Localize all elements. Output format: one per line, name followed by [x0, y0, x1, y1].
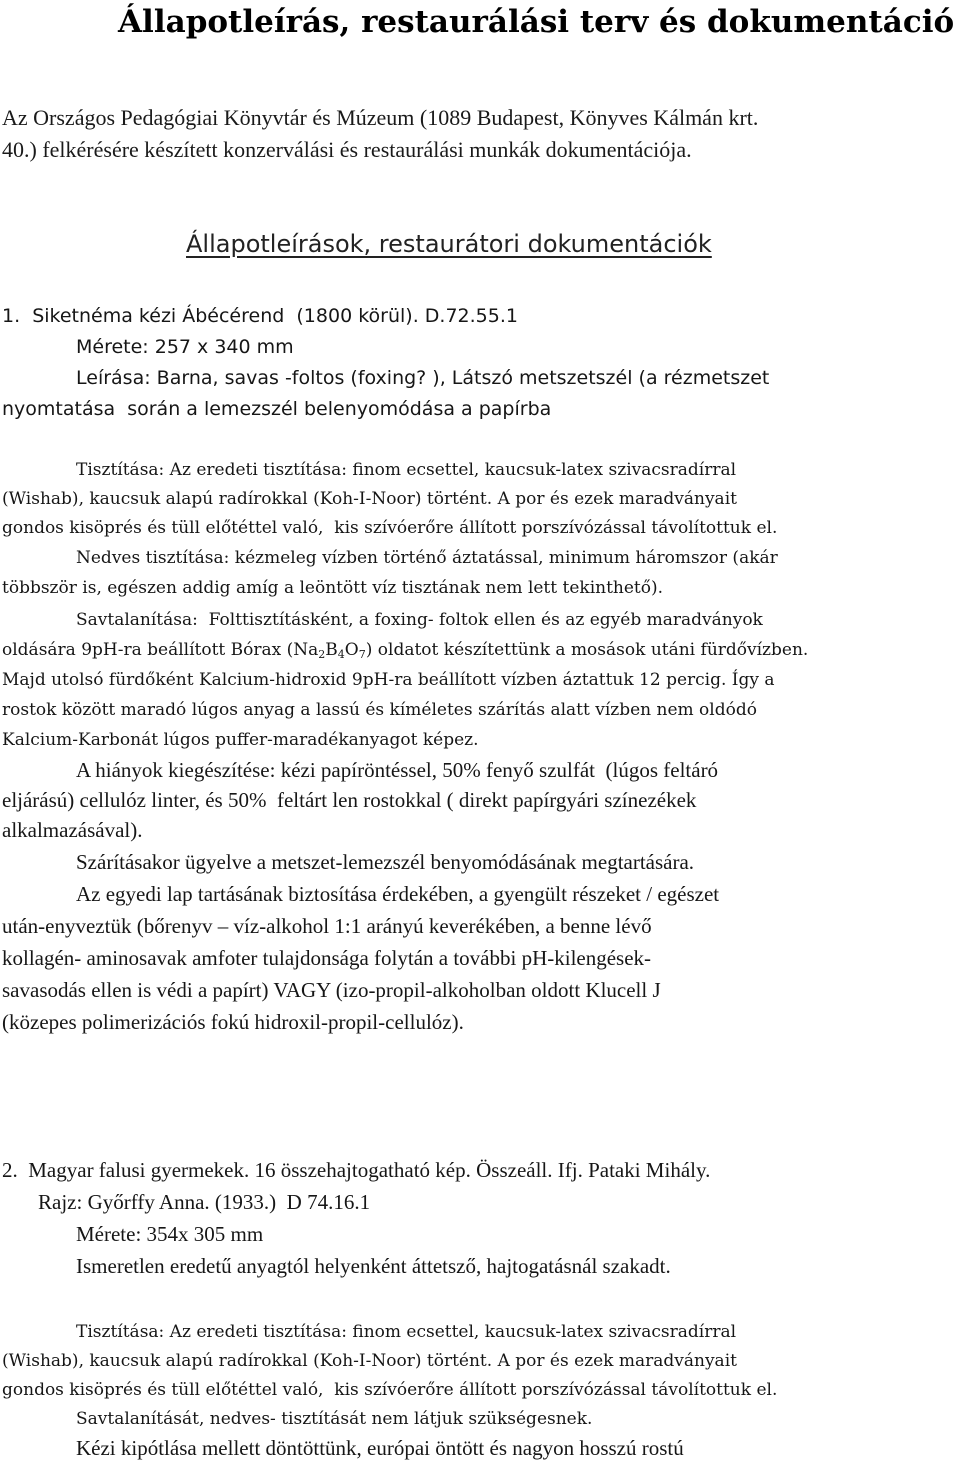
item1-sizing-line-1: Az egyedi lap tartásának biztosítása érdekében, a gyengült részeket / egészet [76, 882, 720, 906]
item2-cleaning-line-5: Kézi kipótlása mellett döntöttünk, európai öntött és nagyon hosszú rostú [76, 1436, 684, 1460]
item1-deacid-line-2 [2, 636, 808, 664]
item1-heading: 1. Siketnéma kézi Ábécérend (1800 körül). D.72.55.1 [2, 305, 518, 327]
item1-repair-line-2: eljárású) cellulóz linter, és 50% feltárt len rostokkal ( direkt papírgyári színezékek [2, 788, 697, 812]
item2-heading-line-1: 2. Magyar falusi gyermekek. 16 összehajtogatható kép. Összeáll. Ifj. Pataki Mihály. [2, 1158, 711, 1182]
item1-deacid-line-1: Savtalanítása: Folttisztításként, a foxing- foltok ellen és az egyéb maradványok [76, 610, 763, 630]
item1-deacid-line-5: Kalcium-Karbonát lúgos puffer-maradékanyagot képez. [2, 730, 479, 750]
intro-line-1: Az Országos Pedagógiai Könyvtár és Múzeum (1089 Budapest, Könyves Kálmán krt. [2, 105, 759, 130]
item1-size: Mérete: 257 x 340 mm [76, 336, 294, 358]
deacid-text-b: B [325, 640, 338, 660]
item1-repair-line-1: A hiányok kiegészítése: kézi papíröntéssel, 50% fenyő szulfát (lúgos feltáró [76, 758, 719, 782]
item1-sizing-line-3: kollagén- aminosavak amfoter tulajdonsága folytán a további pH-kilengések- [2, 946, 652, 970]
subscript-4: 4 [337, 648, 345, 661]
document-title: Állapotleírás, restaurálási terv és dokumentáció [118, 4, 955, 40]
intro-line-2: 40.) felkérésére készített konzerválási és restaurálási munkák dokumentációja. [2, 137, 692, 162]
deacid-text-post: ) oldatot készítettünk a mosások utáni fürdővízben. [365, 640, 809, 660]
item2-cleaning-line-1: Tisztítása: Az eredeti tisztítása: finom ecsettel, kaucsuk-latex szivacsradírral [76, 1322, 737, 1342]
item1-sizing-line-2: után-enyveztük (bőrenyv – víz-alkohol 1:1 arányú keverékében, a benne lévő [2, 914, 652, 938]
item1-deacid-line-3: Majd utolsó fürdőként Kalcium-hidroxid 9pH-ra beállított vízben áztattuk 12 percig. Így a [2, 670, 775, 690]
item1-description-line-1: Leírása: Barna, savas -foltos (foxing? ), Látszó metszetszél (a rézmetszet [76, 367, 770, 389]
item2-cleaning-line-4: Savtalanítását, nedves- tisztítását nem látjuk szükségesnek. [76, 1409, 593, 1429]
item1-description-line-2: nyomtatása során a lemezszél belenyomódása a papírba [2, 398, 552, 420]
item1-drying-line: Szárításakor ügyelve a metszet-lemezszél benyomódásának megtartására. [76, 850, 695, 874]
item1-repair-line-3: alkalmazásával). [2, 818, 143, 842]
item2-cleaning-line-2: (Wishab), kaucsuk alapú radírokkal (Koh-I-Noor) történt. A por és ezek maradványait [2, 1351, 737, 1371]
item1-cleaning-line-4: Nedves tisztítása: kézmeleg vízben történő áztatással, minimum háromszor (akár [76, 548, 778, 568]
item1-cleaning-line-2: (Wishab), kaucsuk alapú radírokkal (Koh-I-Noor) történt. A por és ezek maradványait [2, 489, 737, 509]
deacid-text-pre: oldására 9pH-ra beállított Bórax (Na [2, 640, 319, 660]
item1-sizing-line-4: savasodás ellen is védi a papírt) VAGY (izo-propil-alkoholban oldott Klucell J [2, 978, 661, 1002]
item1-sizing-line-5: (közepes polimerizációs fokú hidroxil-propil-cellulóz). [2, 1010, 464, 1034]
item2-cleaning-line-3: gondos kisöprés és tüll előtéttel való, kis szívóerőre állított porszívózással távolítottuk el. [2, 1380, 778, 1400]
item2-heading-line-2: Rajz: Győrffy Anna. (1933.) D 74.16.1 [38, 1190, 371, 1214]
item1-cleaning-line-5: többször is, egészen addig amíg a leöntött víz tisztának nem lett tekinthető). [2, 578, 664, 598]
item1-cleaning-line-1: Tisztítása: Az eredeti tisztítása: finom ecsettel, kaucsuk-latex szivacsradírral [76, 460, 737, 480]
section-subheading: Állapotleírások, restaurátori dokumentációk [186, 230, 712, 258]
subscript-2: 2 [318, 648, 326, 661]
item1-deacid-line-4: rostok között maradó lúgos anyag a lassú és kíméletes szárítás alatt vízben nem oldódó [2, 700, 757, 720]
subscript-7: 7 [358, 648, 366, 661]
item2-size: Mérete: 354x 305 mm [76, 1222, 264, 1246]
item2-description: Ismeretlen eredetű anyagtól helyenként áttetsző, hajtogatásnál szakadt. [76, 1254, 671, 1278]
item1-cleaning-line-3: gondos kisöprés és tüll előtéttel való, kis szívóerőre állított porszívózással távolítottuk el. [2, 518, 778, 538]
deacid-text-o: O [344, 640, 359, 660]
